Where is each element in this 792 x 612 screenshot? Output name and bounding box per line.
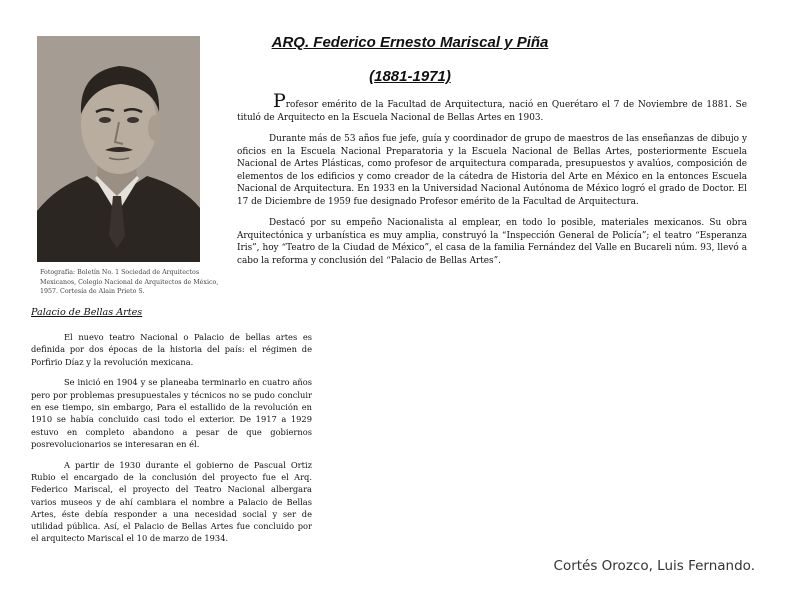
portrait-photo	[37, 36, 200, 262]
bio-paragraph-1-text: rofesor emérito de la Facultad de Arquitectura, nació en Querétaro el 7 de Noviembre de 1881. Se tituló de Arquitecto en la Escuela Nacional de Bellas Artes en 1903.	[237, 100, 747, 123]
portrait-illustration	[37, 36, 200, 262]
palacio-heading: Palacio de Bellas Artes	[31, 307, 143, 318]
palacio-paragraph-1: El nuevo teatro Nacional o Palacio de bellas artes es definida por dos épocas de la historia del país: el régimen de Porfirio Díaz y la revolución mexicana.	[31, 332, 312, 367]
palacio-paragraph-3: A partir de 1930 durante el gobierno de Pascual Ortiz Rubio el encargado de la conclusión del proyecto fue el Arq. Federico Mariscal, el proyecto del Teatro Nacional albergara varios museos y de ahí cambiara el nombre a Palacio de Bellas Artes, éste debía responder a una necesidad social y ser de utilidad pública. Así, el Palacio de Bellas Artes fue concluido por el arquitecto Mariscal el 10 de marzo de 1934.	[31, 459, 312, 544]
page-title: ARQ. Federico Ernesto Mariscal y Piña	[271, 34, 549, 51]
biography-section	[237, 90, 747, 276]
bio-paragraph-3: Destacó por su empeño Nacionalista al emplear, en todo lo posible, materiales mexicanos. Su obra Arquitectónica y urbanística es muy amplia, construyó la “Inspección General de Policía”; el teatro “Esperanza Iris”, hoy “Teatro de la Ciudad de México”, el casa de la familia Fernández del Valle en Bucareli núm. 93, llevó a cabo la reforma y conclusión del “Palacio de Bellas Artes”.	[237, 218, 747, 266]
drop-cap: P	[273, 90, 286, 112]
photo-caption: Fotografía: Boletín No. 1 Sociedad de Arquitectos Mexicanos, Colegio Nacional de Arquitectos de México, 1957. Cortesía de Alain Prieto S.	[40, 269, 219, 296]
bio-paragraph-2: Durante más de 53 años fue jefe, guía y coordinador de grupo de maestros de las enseñanzas de dibujo y oficios en la Escuela Nacional Preparatoria y la Escuela Nacional de Bellas Artes, posteriormente Escuela Nacional de Artes Plásticas, como profesor de arquitectura comparada, presupuestos y avalúos, composición de elementos de los edificios y como creador de la cátedra de Historia del Arte en México en la entonces Escuela Nacional de Arquitectura. En 1933 en la Universidad Nacional Autónoma de México logró el grado de Doctor. El 17 de Diciembre de 1959 fue designado Profesor emérito de la Facultad de Arquitectura.	[237, 134, 747, 207]
life-years: (1881-1971)	[369, 68, 451, 85]
bio-paragraph-1	[237, 90, 747, 124]
palacio-section	[31, 331, 312, 553]
author-signature: Cortés Orozco, Luis Fernando.	[553, 558, 755, 574]
palacio-paragraph-2: Se inició en 1904 y se planeaba terminarlo en cuatro años pero por problemas presupuestales y técnicos no se pudo concluir en ese tiempo, sin embargo, Para el estallido de la revolución en 1910 se había concluido casi todo el exterior. De 1917 a 1929 estuvo en completo abandono a pesar de que gobiernos posrevolucionarios se interesaran en él.	[31, 377, 312, 449]
